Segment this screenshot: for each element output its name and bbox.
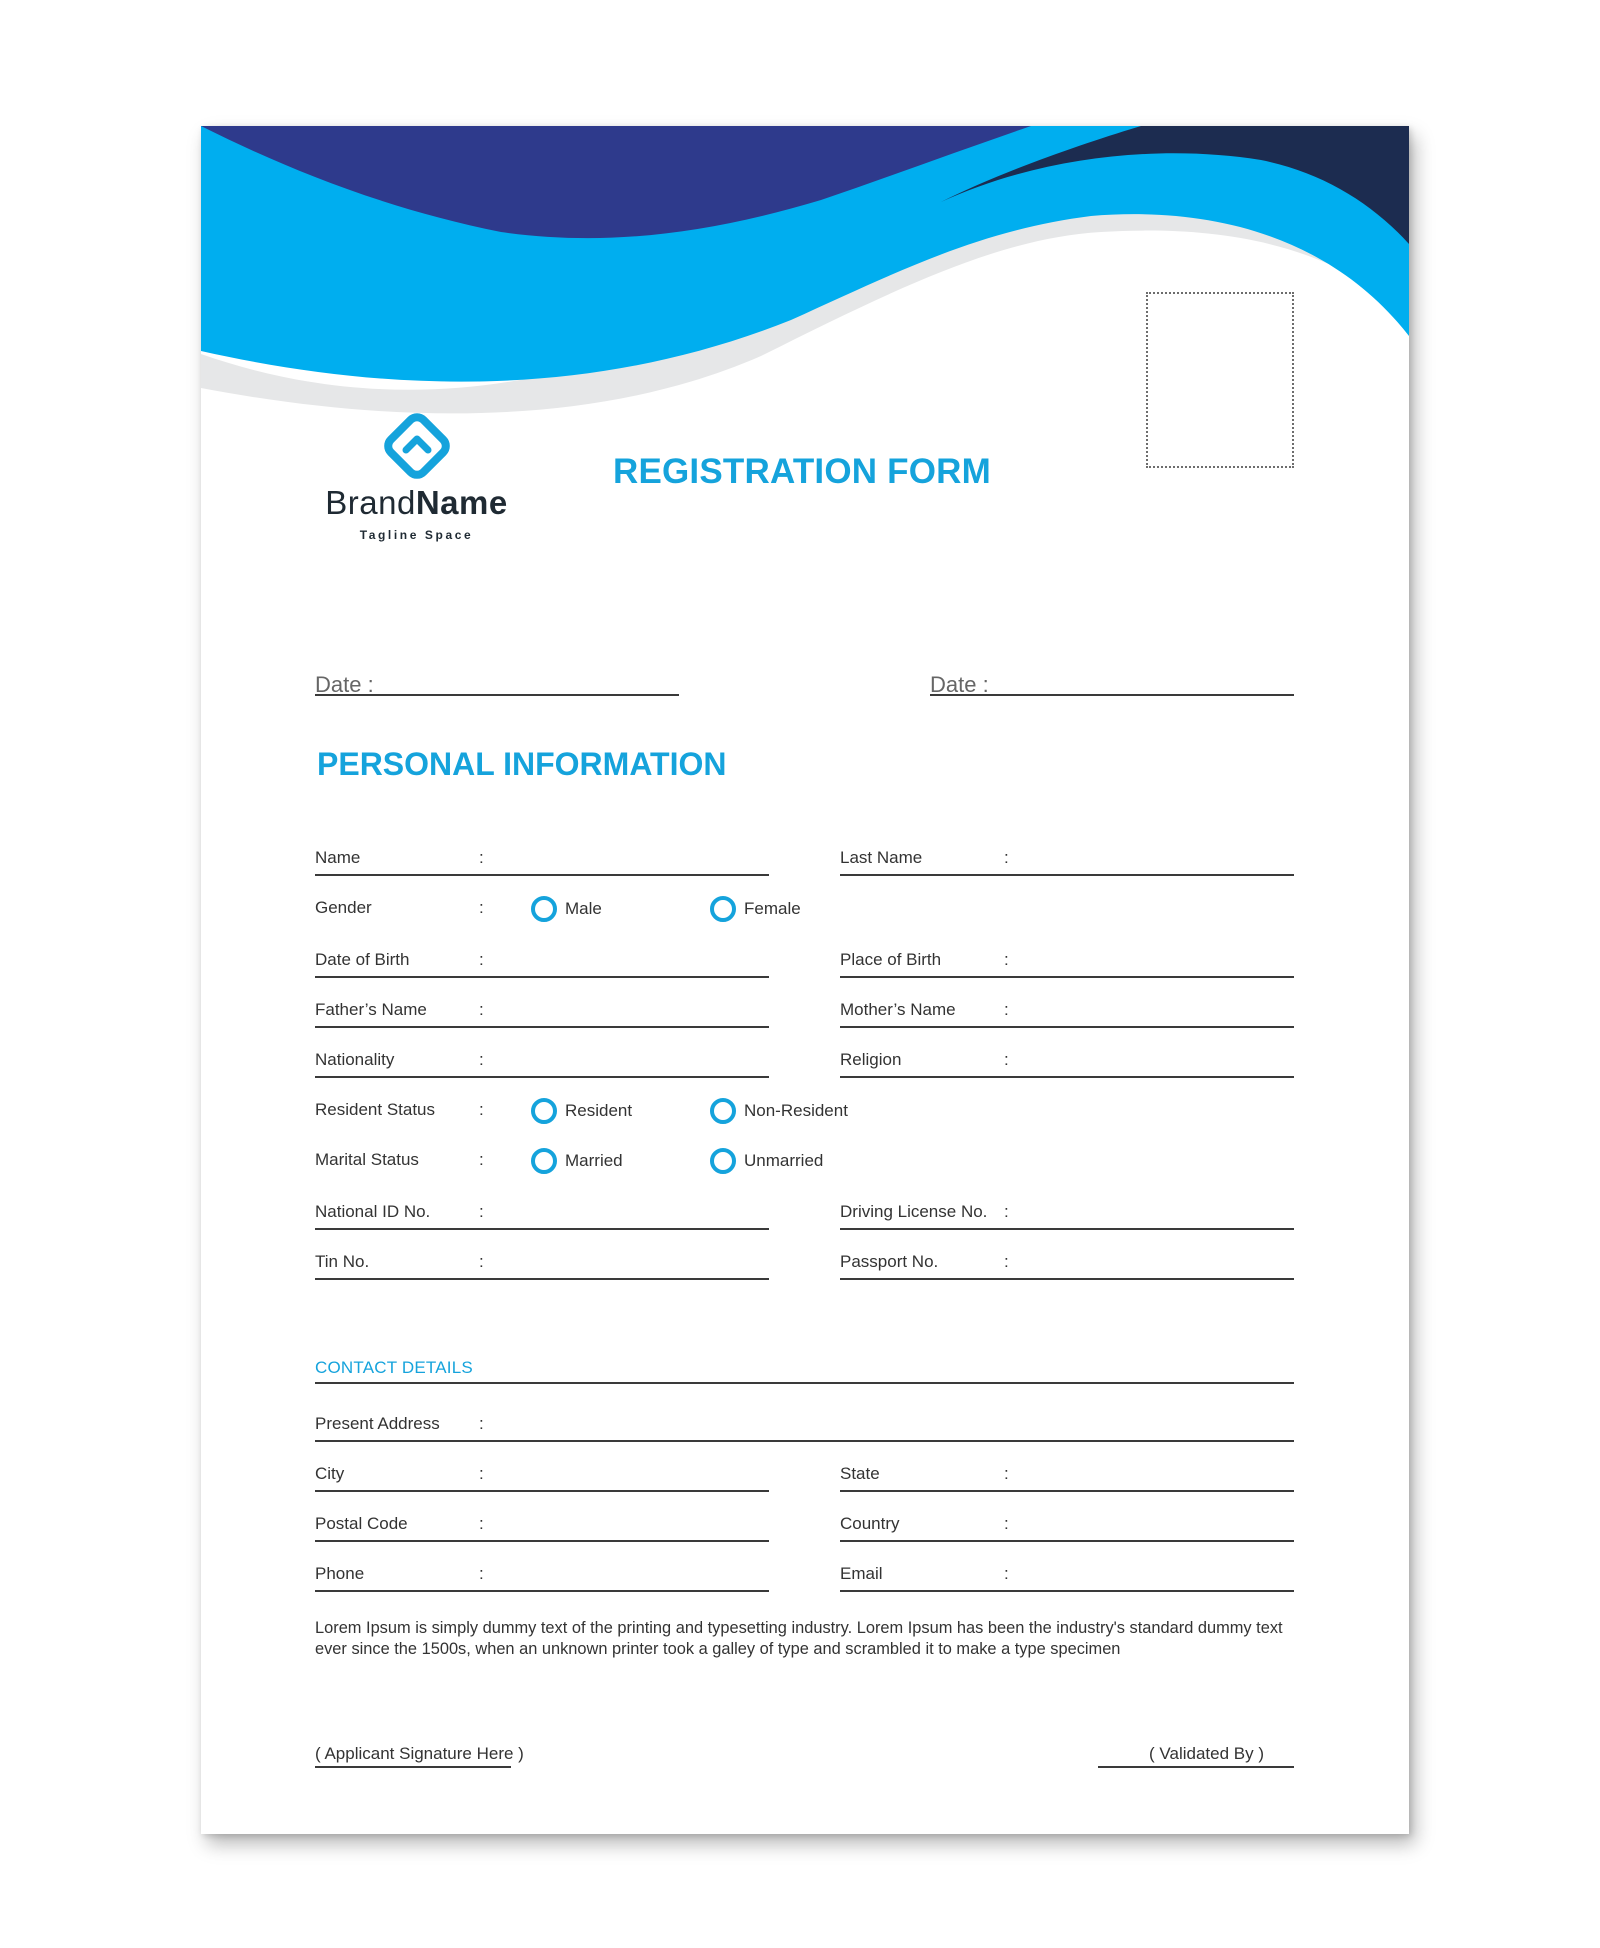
field-colon: : (1004, 1050, 1009, 1069)
field-label: Postal Code (315, 1514, 408, 1533)
field-label: National ID No. (315, 1202, 431, 1221)
field-label: Country (840, 1514, 900, 1533)
field-colon: : (479, 1202, 484, 1221)
brand-name (314, 484, 519, 522)
applicant-signature-label: ( Applicant Signature Here ) (315, 1744, 524, 1763)
radio-button-icon[interactable] (710, 896, 736, 922)
field-colon: : (479, 1050, 484, 1069)
date-label: Date : (930, 672, 989, 697)
field-colon: : (1004, 1464, 1009, 1483)
disclaimer-text: Lorem Ipsum is simply dummy text of the printing and typesetting industry. Lorem Ipsum has been the industry's standard dummy text ever since the 1500s, when an unknown printer took a galley of type and scrambled it to make a type specimen (315, 1619, 1283, 1658)
country-field[interactable] (840, 1500, 1294, 1542)
personal-information-title: PERSONAL INFORMATION (317, 746, 727, 782)
gender-label: Gender (315, 898, 372, 917)
radio-button-icon[interactable] (531, 1148, 557, 1174)
diamond-arrow-icon (379, 408, 455, 484)
fathers-name-field[interactable] (315, 986, 769, 1028)
field-colon: : (1004, 1564, 1009, 1583)
option-label: Non-Resident (744, 1101, 848, 1120)
field-label: Date of Birth (315, 950, 410, 969)
field-label: Present Address (315, 1414, 440, 1433)
place-of-birth-field[interactable] (840, 936, 1294, 978)
field-colon: : (1004, 1202, 1009, 1221)
tin-field[interactable] (315, 1238, 769, 1280)
marital-status-label: Marital Status (315, 1150, 419, 1169)
passport-field[interactable] (840, 1238, 1294, 1280)
nationality-field[interactable] (315, 1036, 769, 1078)
field-label: Place of Birth (840, 950, 942, 969)
form-title: REGISTRATION FORM (612, 452, 991, 491)
field-colon: : (479, 950, 484, 969)
field-colon: : (479, 1252, 484, 1271)
postal-code-field[interactable] (315, 1500, 769, 1542)
field-colon: : (1004, 1252, 1009, 1271)
date-label: Date : (315, 672, 374, 697)
national-id-field[interactable] (315, 1188, 769, 1230)
field-colon: : (479, 1000, 484, 1019)
resident-status-label: Resident Status (315, 1100, 436, 1119)
option-label: Resident (565, 1101, 633, 1120)
field-label: Mother’s Name (840, 1000, 956, 1019)
field-label: Email (840, 1564, 883, 1583)
field-colon: : (479, 1514, 484, 1533)
field-colon: : (479, 848, 484, 867)
brand-logo (314, 408, 519, 542)
option-label: Married (565, 1151, 623, 1170)
option-label: Female (744, 899, 801, 918)
contact-details-heading (315, 1344, 1294, 1384)
state-field[interactable] (840, 1450, 1294, 1492)
resident-status-colon: : (479, 1100, 484, 1119)
field-colon: : (1004, 848, 1009, 867)
last-name-field[interactable] (840, 834, 1294, 876)
field-label: Religion (840, 1050, 902, 1069)
registration-form-sheet (201, 126, 1409, 1834)
option-label: Male (565, 899, 602, 918)
brand-name-light: Brand (325, 484, 416, 521)
field-label: Phone (315, 1564, 365, 1583)
religion-field[interactable] (840, 1036, 1294, 1078)
field-colon: : (1004, 1000, 1009, 1019)
field-colon: : (479, 1564, 484, 1583)
option-label: Unmarried (744, 1151, 824, 1170)
radio-button-icon[interactable] (531, 896, 557, 922)
field-label: Name (315, 848, 361, 867)
city-field[interactable] (315, 1450, 769, 1492)
field-label: State (840, 1464, 880, 1483)
date-field-right[interactable] (930, 646, 1294, 696)
brand-tagline: Tagline Space (359, 528, 474, 542)
field-label: Last Name (840, 848, 923, 867)
field-label: Nationality (315, 1050, 395, 1069)
field-label: Passport No. (840, 1252, 939, 1271)
field-colon: : (479, 1414, 484, 1433)
validated-by-line[interactable] (1098, 1730, 1294, 1768)
radio-button-icon[interactable] (531, 1098, 557, 1124)
brand-name-bold: Name (415, 484, 508, 521)
field-label: Driving License No. (840, 1202, 988, 1221)
gender-colon: : (479, 898, 484, 917)
field-label: City (315, 1464, 345, 1483)
field-label: Tin No. (315, 1252, 370, 1271)
email-field[interactable] (840, 1550, 1294, 1592)
radio-button-icon[interactable] (710, 1148, 736, 1174)
field-colon: : (1004, 1514, 1009, 1533)
field-colon: : (479, 1464, 484, 1483)
applicant-signature-line[interactable] (315, 1730, 524, 1768)
name-field[interactable] (315, 834, 769, 876)
date-field-left[interactable] (315, 646, 679, 696)
date-of-birth-field[interactable] (315, 936, 769, 978)
radio-button-icon[interactable] (710, 1098, 736, 1124)
photo-placeholder-box[interactable] (1146, 292, 1294, 468)
field-label: Father’s Name (315, 1000, 427, 1019)
marital-status-colon: : (479, 1150, 484, 1169)
validated-by-label: ( Validated By ) (1149, 1744, 1264, 1763)
contact-details-title: CONTACT DETAILS (315, 1358, 473, 1377)
present-address-field[interactable] (315, 1400, 1294, 1442)
driving-license-field[interactable] (840, 1188, 1294, 1230)
field-colon: : (1004, 950, 1009, 969)
phone-field[interactable] (315, 1550, 769, 1592)
mothers-name-field[interactable] (840, 986, 1294, 1028)
